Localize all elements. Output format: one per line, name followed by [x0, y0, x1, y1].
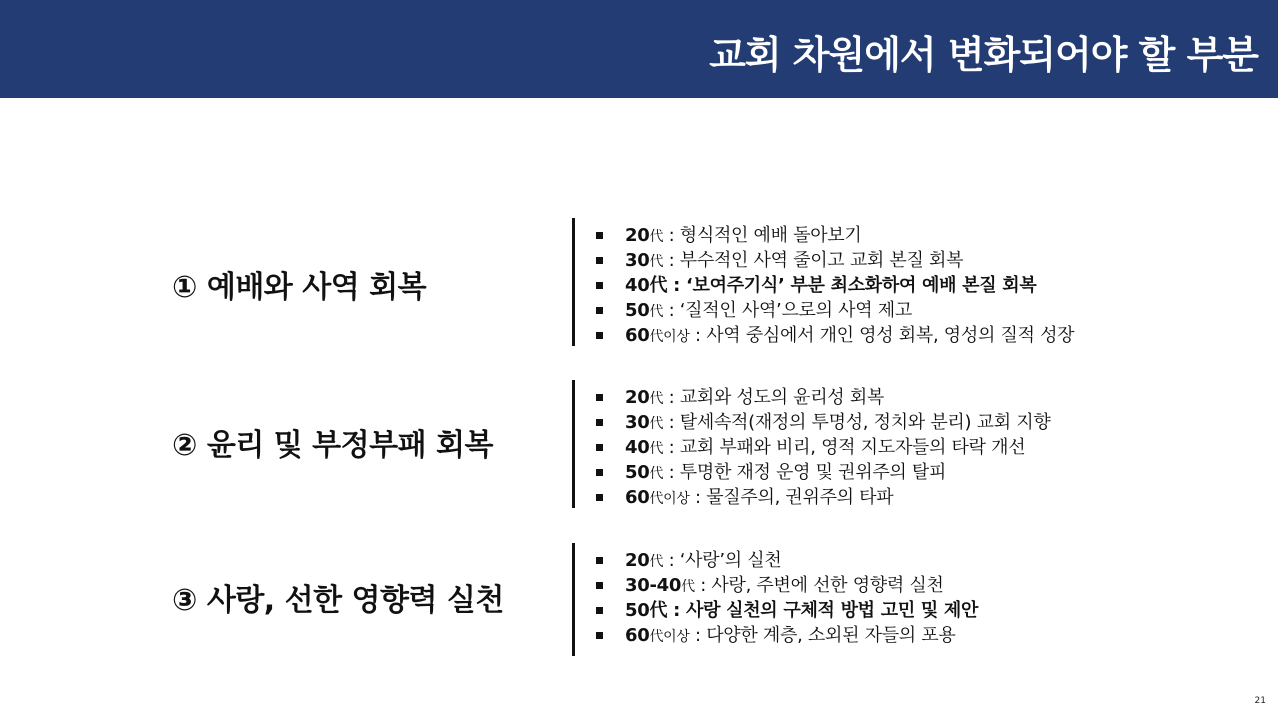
square-bullet-icon	[596, 469, 603, 476]
item-text: : 교회 부패와 비리, 영적 지도자들의 타락 개선	[663, 437, 1026, 458]
age-label: 50	[625, 462, 650, 483]
bullet-list	[596, 548, 978, 648]
list-item	[596, 410, 1050, 435]
age-label: 60	[625, 325, 650, 346]
square-bullet-icon	[596, 494, 603, 501]
section-title: ③ 사랑, 선한 영향력 실천	[172, 583, 504, 618]
age-suffix: 代이상	[649, 491, 690, 507]
section-worship	[0, 218, 1278, 346]
age-label: 50	[625, 600, 650, 621]
age-label: 40	[625, 437, 650, 458]
list-item	[596, 323, 1074, 348]
list-item	[596, 248, 1074, 273]
item-text: : 교회와 성도의 윤리성 회복	[663, 387, 884, 408]
list-item	[596, 298, 1074, 323]
section-ethics	[0, 380, 1278, 508]
age-label: 60	[625, 487, 650, 508]
item-text: : 투명한 재정 운영 및 권위주의 탈피	[663, 462, 947, 483]
item-text: : 사랑 실천의 구체적 방법 고민 및 제안	[667, 600, 979, 621]
age-label: 20	[625, 550, 650, 571]
item-text: : 물질주의, 권위주의 타파	[689, 487, 894, 508]
age-label: 40	[625, 275, 650, 296]
bullet-list	[596, 223, 1074, 348]
age-suffix: 代	[649, 600, 668, 621]
section-divider	[572, 218, 575, 346]
list-item	[596, 460, 1050, 485]
age-label: 30	[625, 412, 650, 433]
square-bullet-icon	[596, 444, 603, 451]
item-text: : 부수적인 사역 줄이고 교회 본질 회복	[663, 250, 964, 271]
section-title: ② 윤리 및 부정부패 회복	[172, 428, 493, 463]
age-suffix: 代	[649, 554, 664, 570]
age-suffix: 代	[649, 466, 664, 482]
item-text: : 사역 중심에서 개인 영성 회복, 영성의 질적 성장	[689, 325, 1075, 346]
list-item	[596, 573, 978, 598]
square-bullet-icon	[596, 557, 603, 564]
bullet-list	[596, 385, 1050, 510]
square-bullet-icon	[596, 582, 603, 589]
square-bullet-icon	[596, 394, 603, 401]
age-label: 30	[625, 250, 650, 271]
header-bar	[0, 0, 1278, 98]
list-item	[596, 385, 1050, 410]
list-item	[596, 548, 978, 573]
square-bullet-icon	[596, 332, 603, 339]
square-bullet-icon	[596, 419, 603, 426]
item-text: : ‘사랑’의 실천	[663, 550, 782, 571]
list-item	[596, 273, 1074, 298]
item-text: : 다양한 계층, 소외된 자들의 포용	[689, 625, 956, 646]
age-suffix: 代	[649, 416, 664, 432]
item-text: : 탈세속적(재정의 투명성, 정치와 분리) 교회 지향	[663, 412, 1051, 433]
item-text: : ‘질적인 사역’으로의 사역 제고	[663, 300, 912, 321]
page-title: 교회 차원에서 변화되어야 할 부분	[709, 33, 1258, 77]
age-suffix: 代이상	[649, 329, 690, 345]
square-bullet-icon	[596, 257, 603, 264]
item-text: : 사랑, 주변에 선한 영향력 실천	[694, 575, 944, 596]
list-item	[596, 223, 1074, 248]
section-divider	[572, 543, 575, 656]
page-number: 21	[1254, 696, 1266, 706]
section-divider	[572, 380, 575, 508]
list-item	[596, 485, 1050, 510]
square-bullet-icon	[596, 232, 603, 239]
age-label: 50	[625, 300, 650, 321]
list-item	[596, 435, 1050, 460]
section-title: ① 예배와 사역 회복	[172, 270, 427, 305]
list-item	[596, 623, 978, 648]
age-suffix: 代	[649, 304, 664, 320]
age-suffix: 代	[681, 579, 695, 595]
square-bullet-icon	[596, 632, 603, 639]
square-bullet-icon	[596, 607, 603, 614]
age-label: 20	[625, 387, 650, 408]
age-label: 20	[625, 225, 650, 246]
age-suffix: 代이상	[649, 629, 690, 645]
item-text: : ‘보여주기식’ 부분 최소화하여 예배 본질 회복	[667, 275, 1037, 296]
age-label: 30-40	[625, 575, 682, 596]
square-bullet-icon	[596, 282, 603, 289]
age-suffix: 代	[649, 229, 664, 245]
age-label: 60	[625, 625, 650, 646]
age-suffix: 代	[649, 275, 668, 296]
age-suffix: 代	[649, 441, 664, 457]
age-suffix: 代	[649, 254, 664, 270]
age-suffix: 代	[649, 391, 664, 407]
list-item	[596, 598, 978, 623]
item-text: : 형식적인 예배 돌아보기	[663, 225, 862, 246]
section-love	[0, 543, 1278, 656]
square-bullet-icon	[596, 307, 603, 314]
